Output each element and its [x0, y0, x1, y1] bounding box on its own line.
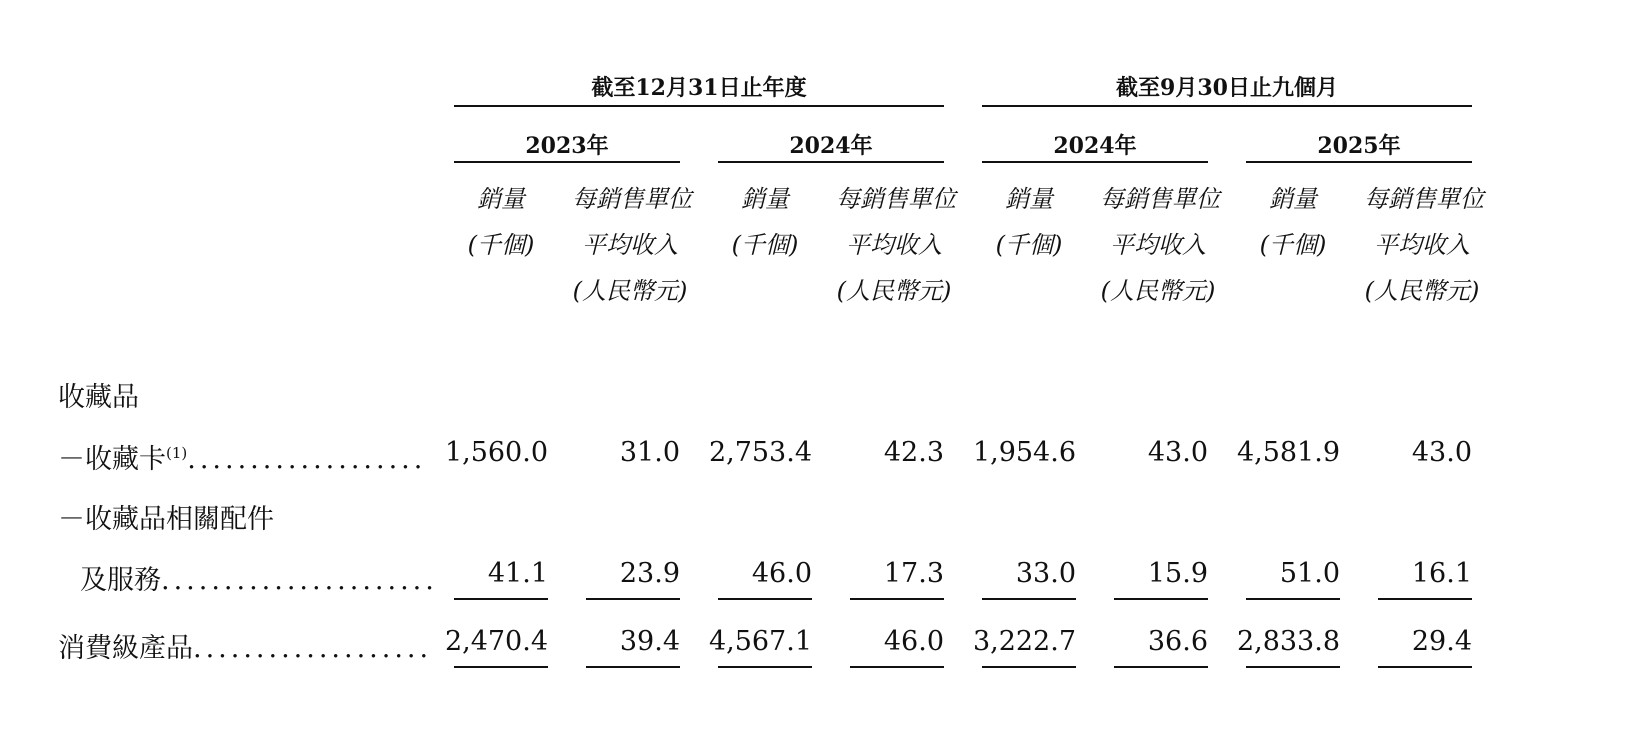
cell-underline: [718, 598, 812, 600]
table-cell: 2,470.4: [444, 626, 548, 657]
table-cell: 43.0: [1147, 437, 1208, 468]
cell-underline: [718, 666, 812, 668]
table-cell: 3,222.7: [972, 626, 1076, 657]
table-cell: 2,753.4: [708, 437, 812, 468]
period-header-9m: 截至9月30日止九個月: [1116, 75, 1338, 101]
column-header-avg-revenue: 每銷售單位 平均收入 (人民幣元): [572, 185, 692, 305]
column-header-volume: 銷量 (千個): [731, 185, 799, 259]
year-header-2024-9m: 2024年: [1053, 133, 1137, 159]
table-cell: 46.0: [883, 626, 944, 657]
table-cell: 43.0: [1411, 437, 1472, 468]
table-cell: 36.6: [1147, 626, 1208, 657]
period-rule-fy: [454, 105, 944, 107]
table-cell: 29.4: [1411, 626, 1472, 657]
column-header-volume: 銷量 (千個): [995, 185, 1063, 259]
leader-dots: ...................: [193, 633, 433, 664]
cell-underline: [1246, 666, 1340, 668]
table-cell: 1,954.6: [972, 437, 1076, 468]
table-cell: 33.0: [1015, 558, 1076, 589]
cell-underline: [982, 598, 1076, 600]
row-label-accessories: －收藏品相關配件: [58, 504, 274, 535]
period-rule-9m: [982, 105, 1472, 107]
table-cell: 4,567.1: [708, 626, 812, 657]
column-header-volume: 銷量 (千個): [467, 185, 535, 259]
column-header-volume: 銷量 (千個): [1259, 185, 1327, 259]
column-header-avg-revenue: 每銷售單位 平均收入 (人民幣元): [836, 185, 956, 305]
cell-underline: [586, 598, 680, 600]
table-cell: 31.0: [619, 437, 680, 468]
cell-underline: [1114, 666, 1208, 668]
cell-underline: [1246, 598, 1340, 600]
cell-underline: [454, 598, 548, 600]
table-cell: 1,560.0: [444, 437, 548, 468]
year-rule-2025: [1246, 161, 1472, 163]
table-cell: 39.4: [619, 626, 680, 657]
footnote-marker: (1): [166, 444, 188, 462]
year-rule-2024-fy: [718, 161, 944, 163]
cell-underline: [850, 598, 944, 600]
row-label-consumer-products: [58, 626, 432, 665]
cell-underline: [1378, 666, 1472, 668]
table-cell: 15.9: [1147, 558, 1208, 589]
table-cell: 17.3: [883, 558, 944, 589]
year-header-2024-fy: 2024年: [789, 133, 873, 159]
year-header-2025: 2025年: [1317, 133, 1401, 159]
row-label-text: －收藏卡: [58, 444, 166, 475]
row-label-collectible-cards: [58, 437, 426, 476]
cell-underline: [1378, 598, 1472, 600]
table-cell: 51.0: [1279, 558, 1340, 589]
column-header-avg-revenue: 每銷售單位 平均收入 (人民幣元): [1364, 185, 1484, 305]
row-label-text: 及服務: [80, 565, 161, 596]
row-label-collectibles: 收藏品: [58, 382, 139, 413]
column-header-avg-revenue: 每銷售單位 平均收入 (人民幣元): [1100, 185, 1220, 305]
table-cell: 2,833.8: [1236, 626, 1340, 657]
period-header-fy: 截至12月31日止年度: [591, 75, 807, 101]
year-rule-2023: [454, 161, 680, 163]
year-header-2023: 2023年: [525, 133, 609, 159]
table-cell: 23.9: [619, 558, 680, 589]
cell-underline: [850, 666, 944, 668]
table-cell: 16.1: [1411, 558, 1472, 589]
cell-underline: [982, 666, 1076, 668]
cell-underline: [454, 666, 548, 668]
leader-dots: ...................: [187, 444, 427, 475]
table-cell: 4,581.9: [1236, 437, 1340, 468]
table-cell: 46.0: [751, 558, 812, 589]
cell-underline: [586, 666, 680, 668]
cell-underline: [1114, 598, 1208, 600]
year-rule-2024-9m: [982, 161, 1208, 163]
table-cell: 41.1: [487, 558, 548, 589]
row-label-services: [58, 558, 438, 597]
row-label-text: 消費級產品: [58, 633, 193, 664]
leader-dots: ......................: [161, 565, 438, 596]
table-cell: 42.3: [883, 437, 944, 468]
